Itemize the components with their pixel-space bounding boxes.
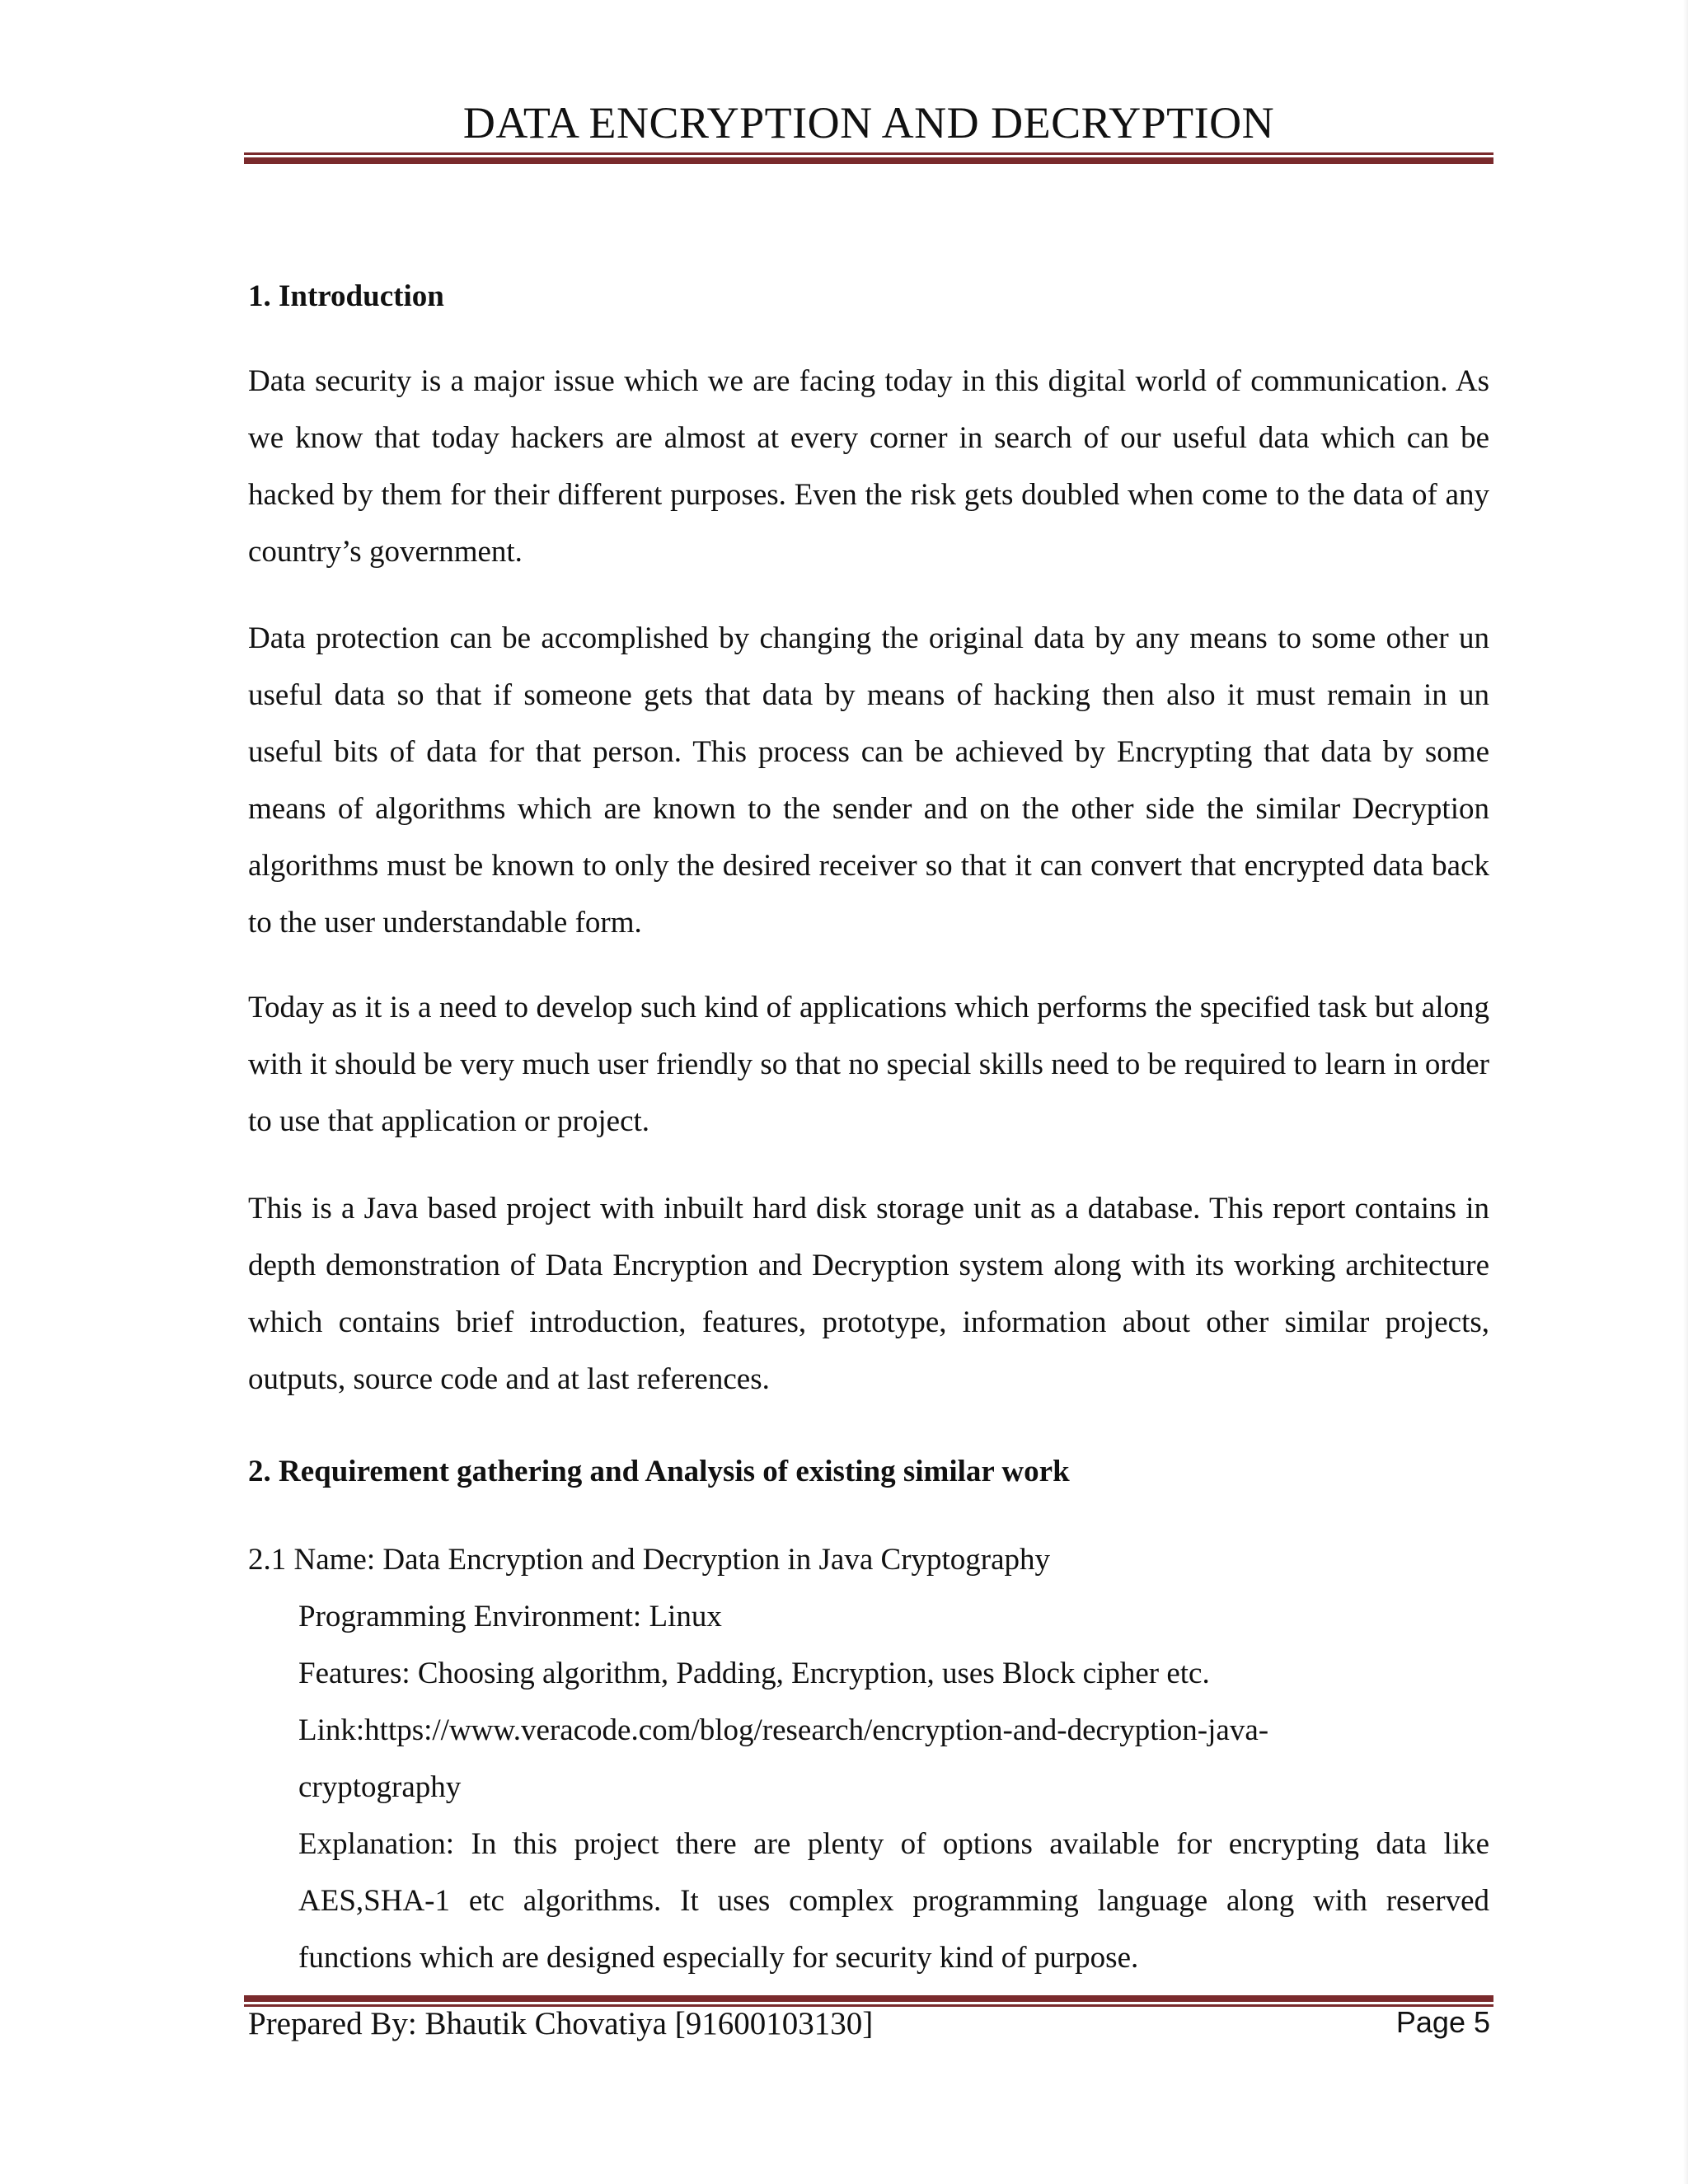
intro-paragraph-4: This is a Java based project with inbuilt hard disk storage unit as a database. This report contains in depth demonstration of Data Encryption and Decryption system along with its working architecture which contains brief introduction, features, prototype, information about other similar projects, outputs, source code and at last references. xyxy=(248,1192,1489,1396)
footer-prepared-by: Prepared By: Bhautik Chovatiya [91600103130] xyxy=(248,2006,874,2041)
item-link-line-1: Link:https://www.veracode.com/blog/research/encryption-and-decryption-java- xyxy=(298,1713,1269,1747)
header-rule xyxy=(244,152,1493,164)
item-link-line-2: cryptography xyxy=(298,1770,462,1804)
item-explanation: Explanation: In this project there are plenty of options available for encrypting data like AES,SHA-1 etc algorithms. It uses complex programming language along with reserved functions which are designed especially for security kind of purpose. xyxy=(298,1827,1489,1975)
item-name-line: 2.1 Name: Data Encryption and Decryption in Java Cryptography xyxy=(248,1543,1051,1577)
intro-paragraph-2: Data protection can be accomplished by changing the original data by any means to some other un useful data so that if someone gets that data by means of hacking then also it must remain in un useful bits of data for that person. This process can be achieved by Encrypting that data by some means of algorithms which are known to the sender and on the other side the similar Decryption algorithms must be known to only the desired receiver so that it can convert that encrypted data back to the user understandable form. xyxy=(248,621,1489,940)
page-edge-shadow xyxy=(1683,0,1688,2184)
section-heading-requirements: 2. Requirement gathering and Analysis of existing similar work xyxy=(248,1455,1070,1488)
intro-paragraph-1: Data security is a major issue which we are facing today in this digital world of communication. As we know that today hackers are almost at every corner in search of our useful data which can be hacked by them for their different purposes. Even the risk gets doubled when come to the data of any country’s government. xyxy=(248,364,1489,569)
footer-page-number: Page 5 xyxy=(1395,2005,1490,2039)
running-header-title: DATA ENCRYPTION AND DECRYPTION xyxy=(462,98,1275,148)
section-heading-introduction: 1. Introduction xyxy=(248,279,444,313)
item-environment: Programming Environment: Linux xyxy=(298,1600,722,1633)
item-features: Features: Choosing algorithm, Padding, Encryption, uses Block cipher etc. xyxy=(298,1657,1210,1690)
intro-paragraph-3: Today as it is a need to develop such kind of applications which performs the specified task but along with it should be very much user friendly so that no special skills need to be required to learn in order to use that application or project. xyxy=(248,991,1489,1138)
